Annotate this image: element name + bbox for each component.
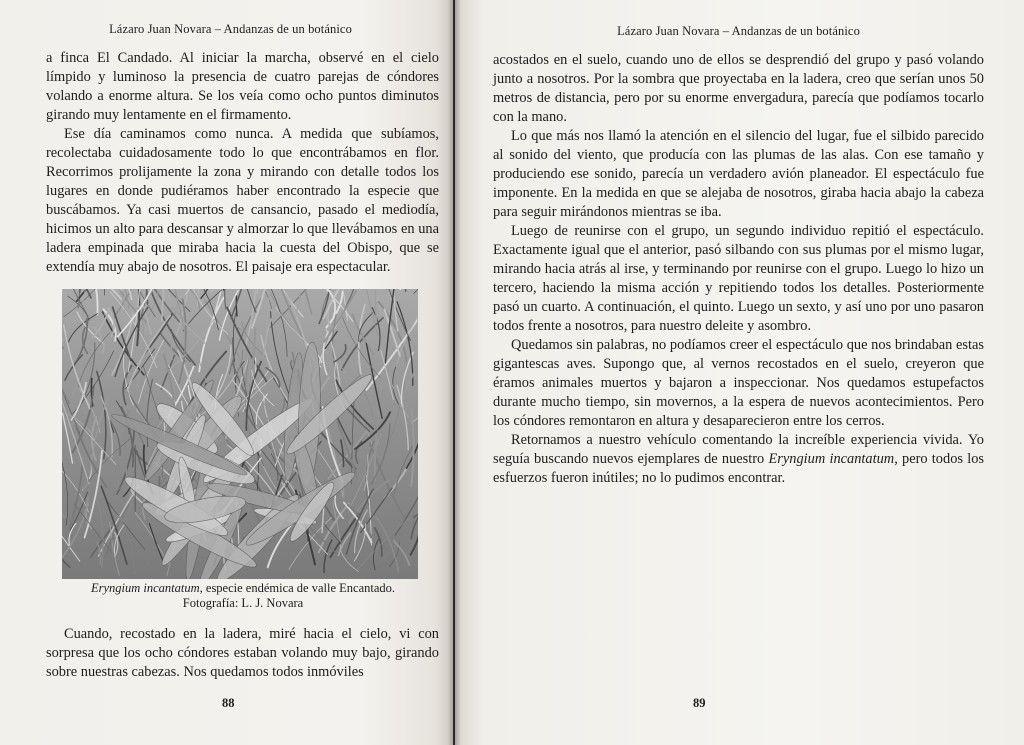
left-paragraph-2: Ese día caminamos como nunca. A medida que subíamos, recolectaba cuidadosamente todo lo que encontrábamos en flor. Recorrimos prolijamente la zona y mirando con detalle todos los lugares en donde pudiéramos haber encontrado la especie que buscábamos. Ya casi muertos de cansancio, pasado el mediodía, hicimos un alto para descansar y almorzar lo que llevábamos en una ladera empinada que miraba hacia la cuesta del Obispo, que se extendía muy abajo de nosotros. El paisaje era espectacular. [46, 126, 439, 275]
right-paragraph-4: Quedamos sin palabras, no podíamos creer el espectáculo que nos brindaban estas gigantescas aves. Supongo que, al vernos recostados en el suelo, creyeron que éramos animales muertos y bajaron a inspeccionar. Nos quedamos estupefactos durante mucho tiempo, sin movernos, a la espera de nuevos acontecimientos. Pero los cóndores remontaron en altura y desaparecieron entre los cerros. [493, 337, 984, 429]
left-paragraph-1: a finca El Candado. Al iniciar la marcha, observé en el cielo límpido y luminoso la presencia de cuatro parejas de cóndores volando a enorme altura. Se los veía como ocho puntos diminutos girando muy lentamente en el firmamento. [46, 50, 439, 123]
caption-text: , especie endémica de valle Encantado. [199, 581, 396, 595]
right-page [455, 0, 1024, 745]
right-paragraph-5 [493, 431, 984, 488]
left-text-top [46, 49, 439, 277]
left-running-head: Lázaro Juan Novara – Andanzas de un botánico [109, 22, 352, 36]
figure-caption [62, 581, 424, 611]
right-paragraph-1: acostados en el suelo, cuando uno de ellos se desprendió del grupo y pasó volando junto a nosotros. Por la sombra que proyectaba en la ladera, creo que serían unos 50 metros de distancia, pero por su enorme envergadura, parecía que podíamos tocarlo con la mano. [493, 52, 984, 125]
right-paragraph-5-end: , pero todos los esfuerzos fueron inútiles; no lo pudimos encontrar. [493, 451, 984, 486]
caption-credit: Fotografía: L. J. Novara [182, 596, 304, 610]
left-text-bottom [46, 625, 439, 682]
species-name: Eryngium incantatum [768, 451, 895, 467]
right-text [493, 51, 984, 488]
left-paragraph-3: Cuando, recostado en la ladera, miré hacia el cielo, vi con sorpresa que los ocho cóndores estaban volando muy bajo, girando sobre nuestras cabezas. Nos quedamos todos inmóviles [46, 626, 439, 680]
figure [62, 289, 424, 611]
plant-photo [62, 289, 418, 579]
right-paragraph-2: Lo que más nos llamó la atención en el silencio del lugar, fue el silbido parecido al sonido del viento, que producía con las plumas de las alas. Con ese tamaño y produciendo ese sonido, parecía un verdadero avión planeador. El espectáculo fue imponente. En la medida en que se alejaba de nosotros, giraba hacia abajo la cabeza para seguir mirándonos mientras se iba. [493, 128, 984, 220]
caption-species: Eryngium incantatum [90, 581, 200, 595]
right-running-head: Lázaro Juan Novara – Andanzas de un botánico [617, 24, 860, 38]
left-page [0, 0, 453, 745]
left-page-number: 88 [222, 696, 235, 710]
right-page-number: 89 [693, 696, 706, 710]
right-paragraph-3: Luego de reunirse con el grupo, un segundo individuo repitió el espectáculo. Exactamente igual que el anterior, pasó silbando con sus plumas por el mismo lugar, mirando hacia atrás al irse, y terminando por reunirse con el grupo. Luego lo hizo un tercero, haciendo la misma acción y repitiendo todos los detalles. Posteriormente pasó un cuarto. A continuación, el quinto. Luego un sexto, y así uno por uno pasaron todos frente a nosotros, para nuestro deleite y asombro. [493, 223, 984, 334]
grass-blade [236, 296, 237, 316]
right-paragraph-5-start: Retornamos a nuestro vehículo comentando la increíble experiencia vivida. Yo seguía buscando nuevos ejemplares de nuestro [493, 432, 984, 467]
